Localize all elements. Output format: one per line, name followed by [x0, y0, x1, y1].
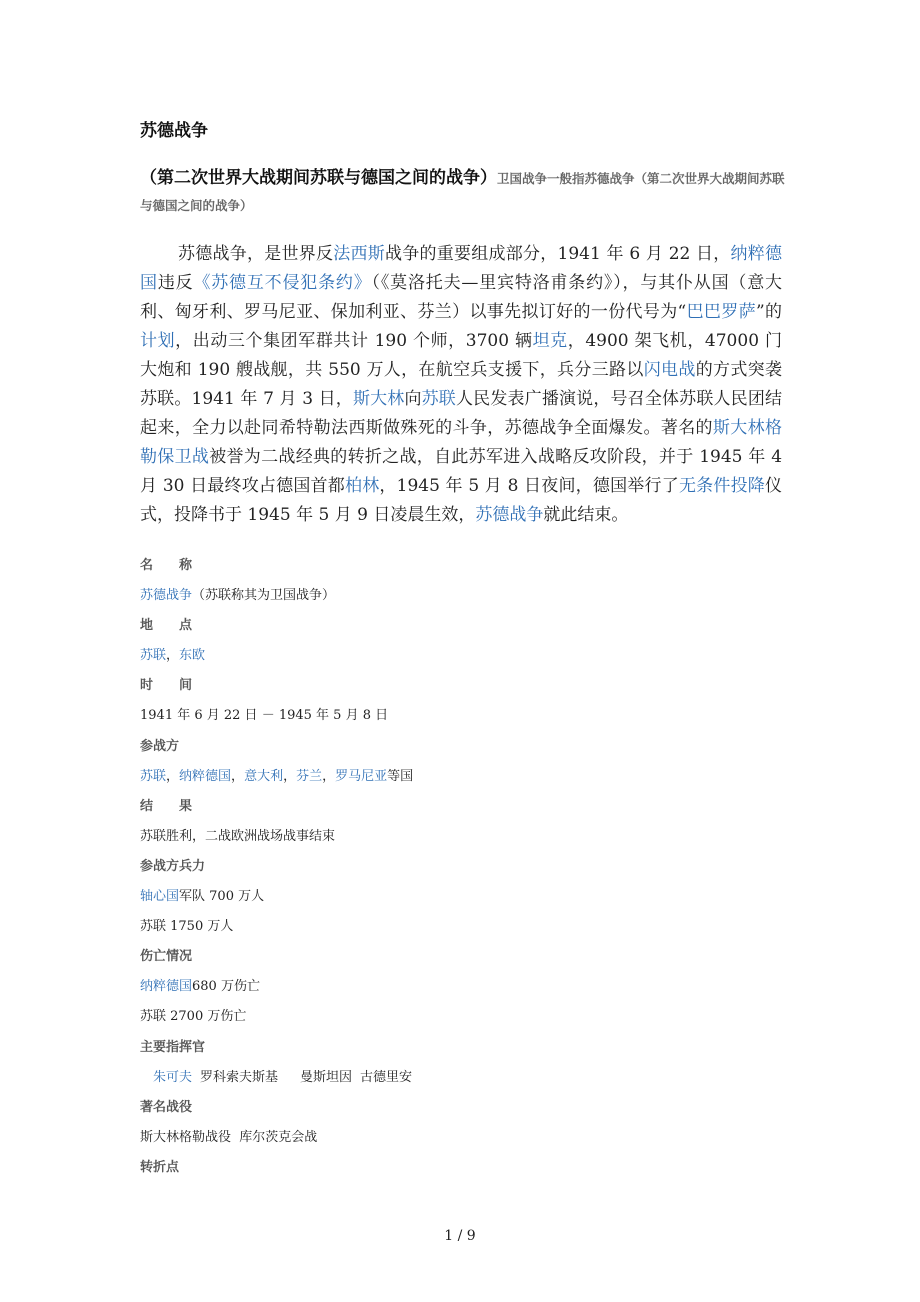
commander-guderian: 古德里安 [360, 1069, 413, 1085]
link-stalingrad[interactable]: 斯大林格勒保卫战 [140, 418, 783, 467]
info-row-battles-label [140, 1098, 785, 1128]
label-parties: 参战方 [140, 738, 180, 754]
label-casualties: 伤亡情况 [140, 949, 193, 965]
subtitle-main: （第二次世界大战期间苏联与德国之间的战争） [140, 168, 497, 188]
link-party-romania[interactable]: 罗马尼亚 [335, 768, 388, 784]
link-party-nazi-germany[interactable]: 纳粹德国 [179, 768, 232, 784]
label-result: 结 果 [140, 798, 193, 814]
time-value: 1941 年 6 月 22 日 － 1945 年 5 月 8 日 [140, 708, 389, 724]
battles-value: 斯大林格勒战役 库尔茨克会战 [140, 1129, 318, 1145]
link-zhukov[interactable]: 朱可夫 [153, 1069, 193, 1085]
intro-text: 向 [404, 389, 422, 409]
forces-ussr-value: 苏联 1750 万人 [140, 919, 234, 935]
info-row-parties-value [140, 767, 785, 797]
link-soviet-german-war[interactable]: 苏德战争 [475, 505, 544, 525]
info-row-commanders-label [140, 1038, 785, 1068]
link-party-finland[interactable]: 芬兰 [296, 768, 323, 784]
link-party-italy[interactable]: 意大利 [244, 768, 284, 784]
label-turning-point: 转折点 [140, 1159, 180, 1175]
info-row-place-value [140, 646, 785, 676]
link-unconditional-surrender[interactable]: 无条件投降 [678, 476, 765, 496]
link-place-east-europe[interactable]: 东欧 [179, 648, 206, 664]
intro-text: 的方式突袭苏联。1941 年 7 月 3 日， [140, 360, 782, 409]
label-battles: 著名战役 [140, 1099, 193, 1115]
link-tank[interactable]: 坦克 [532, 331, 568, 351]
link-party-ussr[interactable]: 苏联 [140, 768, 167, 784]
link-blitzkrieg[interactable]: 闪电战 [643, 360, 696, 380]
info-row-commanders-value [140, 1068, 785, 1098]
intro-text: ，出动三个集团军群共计 190 个师，3700 辆 [175, 331, 533, 351]
result-value: 苏联胜利，二战欧洲战场战事结束 [140, 828, 336, 844]
info-row-parties-label [140, 737, 785, 767]
intro-paragraph [140, 240, 782, 530]
separator: ， [322, 768, 336, 784]
subtitle [140, 165, 785, 219]
info-box [140, 556, 785, 1188]
page-title: 苏德战争 [140, 121, 208, 141]
info-row-place-label [140, 616, 785, 646]
commander-manstein: 曼斯坦因 [300, 1069, 353, 1085]
info-row-turning-label [140, 1158, 785, 1188]
info-row-forces-label [140, 857, 785, 887]
info-row-casualties-ussr [140, 1007, 785, 1037]
parties-tail: 等国 [387, 768, 414, 784]
link-ussr[interactable]: 苏联 [421, 389, 456, 409]
link-pact[interactable]: 《苏德互不侵犯条约》 [193, 273, 372, 293]
name-value: （苏联称其为卫国战争） [192, 588, 336, 604]
page-number: 1 / 9 [444, 1228, 476, 1244]
intro-text: 苏德战争，是世界反 [178, 244, 334, 264]
link-place-ussr[interactable]: 苏联 [140, 648, 167, 664]
link-barbarossa[interactable]: 巴巴罗萨 [686, 302, 756, 322]
info-row-forces-axis [140, 887, 785, 917]
link-stalin[interactable]: 斯大林 [352, 389, 405, 409]
intro-text: 被誉为二战经典的转折之战，自此苏军进入战略反攻阶段，并于 1945 年 4 月 30 日最终攻占德国首都 [140, 447, 783, 496]
info-row-name-value [140, 586, 785, 616]
info-row-name-label [140, 556, 785, 586]
separator: ， [283, 768, 297, 784]
link-berlin[interactable]: 柏林 [344, 476, 380, 496]
label-forces: 参战方兵力 [140, 858, 206, 874]
casualties-ussr-value: 苏联 2700 万伤亡 [140, 1009, 247, 1025]
info-row-time-value [140, 706, 785, 736]
separator: ， [231, 768, 245, 784]
intro-text: 违反 [157, 273, 194, 293]
separator: ， [166, 648, 180, 664]
intro-text: 就此结束。 [543, 505, 629, 525]
commander-rokossovsky: 罗科索夫斯基 [200, 1069, 279, 1085]
info-row-result-label [140, 797, 785, 827]
subtitle-note: 卫国战争一般指苏德战争（第二次世界大战期间苏联与德国之间的战争） [140, 171, 785, 213]
info-row-result-value [140, 827, 785, 857]
label-commanders: 主要指挥官 [140, 1039, 206, 1055]
link-plan[interactable]: 计划 [140, 331, 176, 351]
label-place: 地 点 [140, 618, 193, 634]
info-row-forces-ussr [140, 917, 785, 947]
link-axis[interactable]: 轴心国 [140, 889, 180, 905]
label-time: 时 间 [140, 678, 193, 694]
info-row-time-label [140, 676, 785, 706]
intro-text: ”的 [755, 302, 782, 322]
casualties-germany-value: 680 万伤亡 [192, 979, 260, 995]
forces-axis-value: 军队 700 万人 [179, 889, 265, 905]
link-nazi-germany[interactable]: 纳粹德国 [140, 244, 783, 293]
intro-text: （《莫洛托夫—里宾特洛甫条约》），与其仆从国（意大利、匈牙利、罗马尼亚、保加利亚、芬兰）以事先拟订好的一份代号为“ [140, 273, 783, 322]
info-row-casualties-germany [140, 977, 785, 1007]
info-row-battles-value [140, 1128, 785, 1158]
link-fascism[interactable]: 法西斯 [333, 244, 386, 264]
intro-text: 人民发表广播演说，号召全体苏联人民团结起来，全力以赴同希特勒法西斯做殊死的斗争，苏德战争全面爆发。著名的 [140, 389, 783, 438]
info-row-casualties-label [140, 947, 785, 977]
intro-text: 仪式，投降书于 1945 年 5 月 9 日凌晨生效， [140, 476, 782, 525]
label-name: 名 称 [140, 558, 193, 573]
intro-text: ，4900 架飞机，47000 门大炮和 190 艘战舰，共 550 万人，在航空兵支援下，兵分三路以 [140, 331, 782, 380]
separator: ， [166, 768, 180, 784]
link-casualties-germany[interactable]: 纳粹德国 [140, 979, 193, 995]
intro-text: ，1945 年 5 月 8 日夜间，德国举行了 [379, 476, 679, 496]
link-name[interactable]: 苏德战争 [140, 588, 193, 604]
intro-text: 战争的重要组成部分，1941 年 6 月 22 日， [385, 244, 731, 264]
